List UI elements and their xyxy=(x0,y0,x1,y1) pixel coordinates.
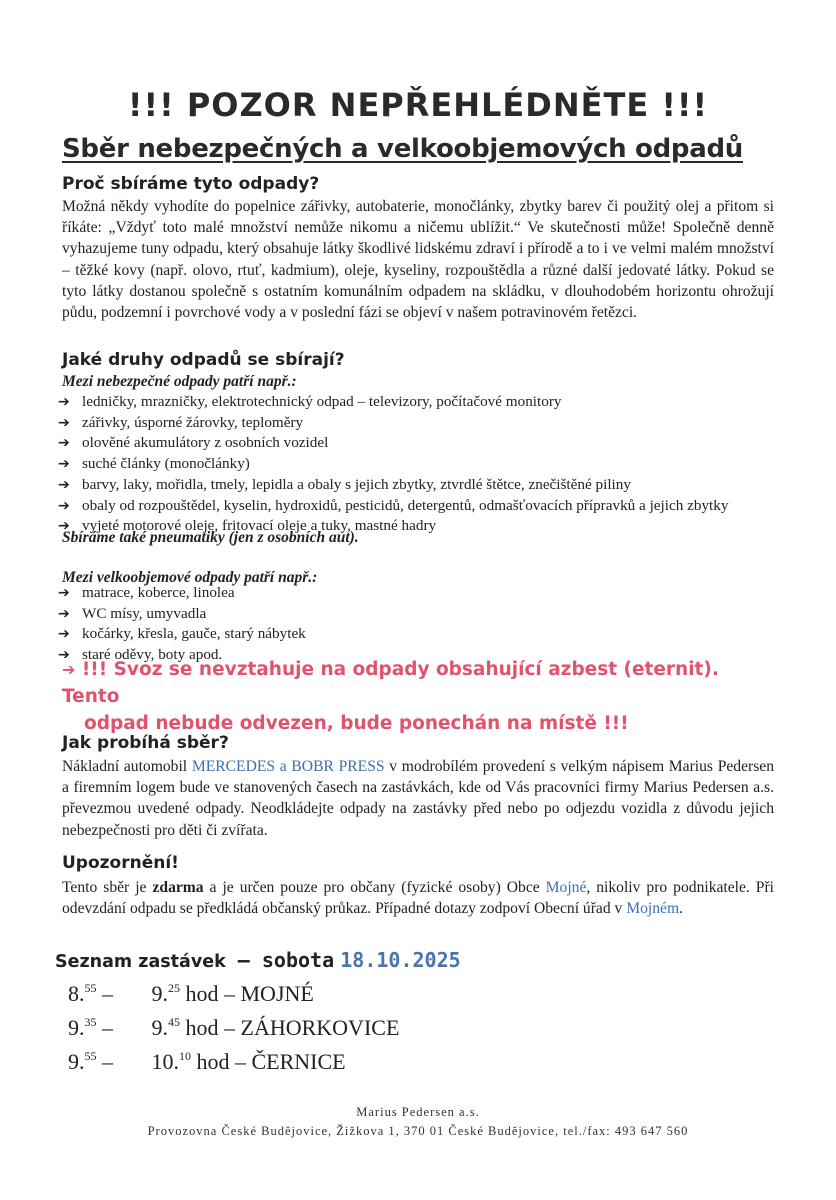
arrow-icon: ➔ xyxy=(58,497,70,514)
footer-address: Provozovna České Budějovice, Žižkova 1, 370 01 České Budějovice, tel./fax: 493 647 560 xyxy=(147,1124,689,1138)
list-item: ➔ ledničky, mrazničky, elektrotechnický odpad – televizory, počítačové monitory xyxy=(58,392,728,413)
stops-heading: Seznam zastávek – sobota 18.10.2025 xyxy=(55,948,461,972)
footer-company: Marius Pedersen a.s. xyxy=(356,1105,480,1119)
office-name: Mojném xyxy=(626,900,680,918)
list-item: ➔ matrace, koberce, linolea xyxy=(58,583,306,604)
stops-list xyxy=(68,974,399,1076)
village-name: Mojné xyxy=(545,879,587,896)
free-label: zdarma xyxy=(152,879,204,896)
stop-place: ČERNICE xyxy=(251,1049,346,1074)
list-item: ➔ vyjeté motorové oleje, fritovací oleje a tuky, mastné hadry xyxy=(58,516,728,537)
arrow-icon: ➔ xyxy=(62,660,76,679)
bulky-list xyxy=(58,583,306,666)
list-item: ➔ staré oděvy, boty apod. xyxy=(58,645,306,666)
asbestos-warning: ➔ !!! Svoz se nevztahuje na odpady obsahující azbest (eternit). Tento odpad nebude odvezen, bude ponechán na místě !!! xyxy=(62,659,719,734)
stop-row: 8.55 – 9.25 hod – MOJNÉ xyxy=(68,981,314,1006)
stops-date: 18.10.2025 xyxy=(340,948,461,972)
list-item: ➔ zářivky, úsporné žárovky, teploměry xyxy=(58,413,728,434)
list-item: ➔ WC mísy, umyvadla xyxy=(58,604,306,625)
list-item: ➔ olověné akumulátory z osobních vozidel xyxy=(58,433,728,454)
stop-row: 9.35 – 9.45 hod – ZÁHORKOVICE xyxy=(68,1015,400,1040)
stop-place: ZÁHORKOVICE xyxy=(240,1015,400,1040)
list-item: ➔ barvy, laky, mořidla, tmely, lepidla a obaly s jejich zbytky, ztvrdlé štětce, znečištěné piliny xyxy=(58,475,728,496)
list-item: ➔ suché články (monočlánky) xyxy=(58,454,728,475)
arrow-icon: ➔ xyxy=(58,518,70,535)
how-paragraph: Nákladní automobil MERCEDES a BOBR PRESS v modrobílém provedení s velkým nápisem Marius Pedersen a firemním logem bude ve stanovených časech na zastávkách, kde od Vás pracovníci firmy Marius Pedersen a.s. převezmou uvedené odpady. Neodkládejte odpady na zastávky před nebo po odjezdu vozidla z důvodu jejich nebezpečnosti pro děti či zvířata. xyxy=(62,758,775,839)
list-item: ➔ obaly od rozpouštědel, kyselin, hydroxidů, pesticidů, detergentů, odmašťovacích přípravků a jejich zbytky xyxy=(58,496,728,517)
arrow-icon: ➔ xyxy=(58,605,70,622)
arrow-icon: ➔ xyxy=(58,626,70,643)
notice-heading: Upozornění! xyxy=(62,853,179,873)
arrow-icon: ➔ xyxy=(58,647,70,664)
why-paragraph: Možná někdy vyhodíte do popelnice zářivky, autobaterie, monočlánky, zbytky barev či použitý olej a přitom si říkáte: „Vždyť toto malé množství nemůže nikomu a ničemu ublížit.“ Ve skutečnosti může! Společně denně vyhazujeme tuny odpadu, který obsahuje látky škodlivé lidskému zdraví i přírodě a to i ve velmi malém množství – těžké kovy (např. olovo, rtuť, kadmium), oleje, kyseliny, rozpouštědla a různé další jedovaté látky. Pokud se tyto látky dostanou společně s ostatním komunálním odpadem na skládku, v dlouhodobém horizontu ohrožují půdu, podzemní i povrchové vody a v poslední fázi se objeví v našem potravinovém řetězci. xyxy=(62,198,774,322)
arrow-icon: ➔ xyxy=(58,456,70,473)
stop-row: 9.55 – 10.10 hod – ČERNICE xyxy=(68,1049,346,1074)
list-item: ➔ kočárky, křesla, gauče, starý nábytek xyxy=(58,624,306,645)
notice-paragraph: Tento sběr je zdarma a je určen pouze pro občany (fyzické osoby) Obce Mojné, nikoliv pro podnikatele. Při odevzdání odpadu se předkládá občanský průkaz. Případné dotazy zodpoví Obecní úřad v Mojném. xyxy=(62,879,775,918)
hazardous-list xyxy=(58,392,728,537)
hazardous-label: Mezi nebezpečné odpady patří např.: xyxy=(62,373,297,390)
arrow-icon: ➔ xyxy=(58,476,70,493)
arrow-icon: ➔ xyxy=(58,414,70,431)
tires-note: Sbíráme také pneumatiky (jen z osobních aut). xyxy=(62,529,359,546)
page-title: !!! POZOR NEPŘEHLÉDNĚTE !!! xyxy=(127,86,709,124)
arrow-icon: ➔ xyxy=(58,435,70,452)
why-heading: Proč sbíráme tyto odpady? xyxy=(62,174,320,194)
bulky-label: Mezi velkoobjemové odpady patří např.: xyxy=(62,569,318,586)
arrow-icon: ➔ xyxy=(58,394,70,410)
stops-day: sobota xyxy=(261,948,335,972)
arrow-icon: ➔ xyxy=(58,585,70,601)
stop-place: MOJNÉ xyxy=(240,981,314,1006)
page-subtitle: Sběr nebezpečných a velkoobjemových odpadů xyxy=(62,134,743,164)
vehicle-name: MERCEDES a BOBR PRESS xyxy=(191,758,385,775)
how-heading: Jak probíhá sběr? xyxy=(62,733,229,753)
types-heading: Jaké druhy odpadů se sbírají? xyxy=(62,350,345,370)
